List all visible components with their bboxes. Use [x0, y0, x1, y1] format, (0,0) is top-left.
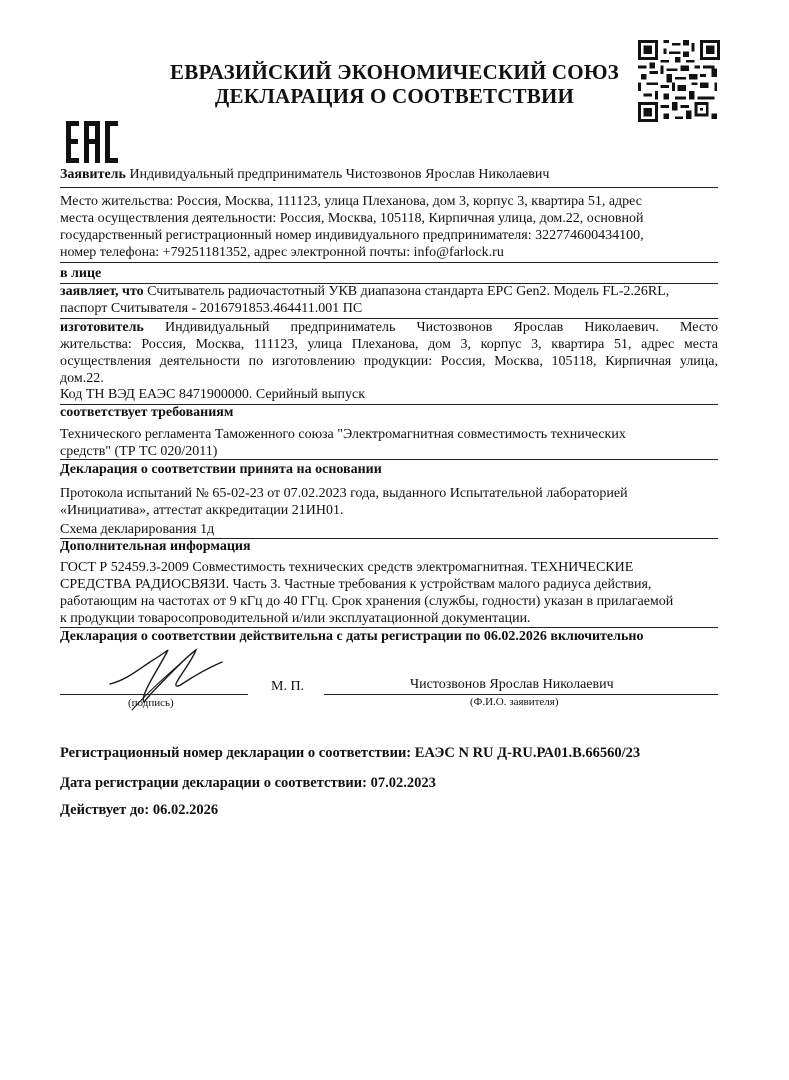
divider — [60, 627, 718, 628]
additional-line: СРЕДСТВА РАДИОСВЯЗИ. Часть 3. Частные требования к устройствам малого радиуса действия, — [60, 577, 652, 592]
product-name: Считыватель радиочастотный УКВ диапазона стандарта EPC Gen2. Модель FL-2.26RL, — [143, 284, 670, 299]
manufacturer-line: осуществления деятельности по изготовлению продукции: Россия, Москва, 105118, Кирпичная улица, — [60, 354, 718, 369]
additional-line: ГОСТ Р 52459.3-2009 Совместимость технических средств электромагнитная. ТЕХНИЧЕСКИЕ — [60, 560, 634, 575]
applicant-address-line: номер телефона: +79251181352, адрес электронной почты: info@farlock.ru — [60, 245, 504, 260]
applicant-label: Заявитель — [60, 167, 126, 182]
in-person-label: в лице — [60, 266, 102, 281]
applicant-address-line: места осуществления деятельности: Россия, Москва, 105118, Кирпичная улица, дом.22, основной — [60, 211, 644, 226]
manufacturer-line — [60, 320, 718, 337]
additional-label: Дополнительная информация — [60, 539, 251, 554]
manufacturer-line: жительства: Россия, Москва, 111123, улица Плеханова, дом 3, корпус 3, квартира 51, адрес места — [60, 337, 718, 352]
conforms-label: соответствует требованиям — [60, 405, 234, 420]
union-title: ЕВРАЗИЙСКИЙ ЭКОНОМИЧЕСКИЙ СОЮЗ — [170, 60, 619, 84]
applicant-line — [60, 167, 549, 184]
stamp-label: М. П. — [271, 679, 305, 694]
declaration-scheme: Схема декларирования 1д — [60, 522, 215, 537]
divider — [60, 262, 718, 263]
signature-line — [60, 694, 248, 695]
divider — [60, 459, 718, 460]
valid-until: Действует до: 06.02.2026 — [60, 802, 219, 818]
handwritten-signature-icon — [104, 640, 244, 712]
divider — [60, 318, 718, 319]
tn-ved-code: Код ТН ВЭД ЕАЭС 8471900000. Серийный выпуск — [60, 387, 365, 402]
basis-label: Декларация о соответствии принята на основании — [60, 462, 382, 477]
basis-line: Протокола испытаний № 65-02-23 от 07.02.2023 года, выданного Испытательной лабораторией — [60, 486, 628, 501]
divider — [60, 187, 718, 188]
manufacturer-text: Индивидуальный предприниматель Чистозвонов Ярослав Николаевич. Место — [164, 320, 718, 335]
regulation-line: средств" (ТР ТС 020/2011) — [60, 444, 218, 459]
registration-number: Регистрационный номер декларации о соответствии: ЕАЭС N RU Д-RU.РА01.В.66560/23 — [60, 745, 641, 761]
applicant-name: Индивидуальный предприниматель Чистозвонов Ярослав Николаевич — [125, 167, 550, 182]
additional-line: к продукции товаросопроводительной и/или эксплуатационной документации. — [60, 611, 531, 626]
signer-caption: (Ф.И.О. заявителя) — [470, 696, 559, 708]
applicant-address-line: государственный регистрационный номер индивидуального предпринимателя: 322774600434100, — [60, 228, 644, 243]
signer-line — [324, 694, 718, 695]
signature-caption: (подпись) — [128, 697, 174, 709]
eac-logo-icon — [64, 119, 120, 165]
applicant-address-line: Место жительства: Россия, Москва, 111123, улица Плеханова, дом 3, корпус 3, квартира 51, адрес — [60, 194, 642, 209]
manufacturer-label: изготовитель — [60, 320, 144, 335]
additional-line: работающим на частотах от 9 кГц до 40 ГГц. Срок хранения (службы, годности) указан в прилагаемой — [60, 594, 674, 609]
regulation-line: Технического регламента Таможенного союза "Электромагнитная совместимость технических — [60, 427, 626, 442]
qr-code-icon — [638, 40, 720, 122]
validity-statement: Декларация о соответствии действительна с даты регистрации по 06.02.2026 включительно — [60, 629, 644, 644]
registration-date: Дата регистрации декларации о соответствии: 07.02.2023 — [60, 775, 436, 791]
declares-line — [60, 284, 669, 301]
declares-label: заявляет, что — [60, 284, 144, 299]
basis-line: «Инициатива», аттестат аккредитации 21ИН01. — [60, 503, 344, 518]
product-passport: паспорт Считывателя - 2016791853.464411.001 ПС — [60, 301, 363, 316]
manufacturer-line: дом.22. — [60, 371, 104, 386]
declaration-title: ДЕКЛАРАЦИЯ О СООТВЕТСТВИИ — [214, 84, 575, 108]
signer-name: Чистозвонов Ярослав Николаевич — [410, 677, 614, 692]
